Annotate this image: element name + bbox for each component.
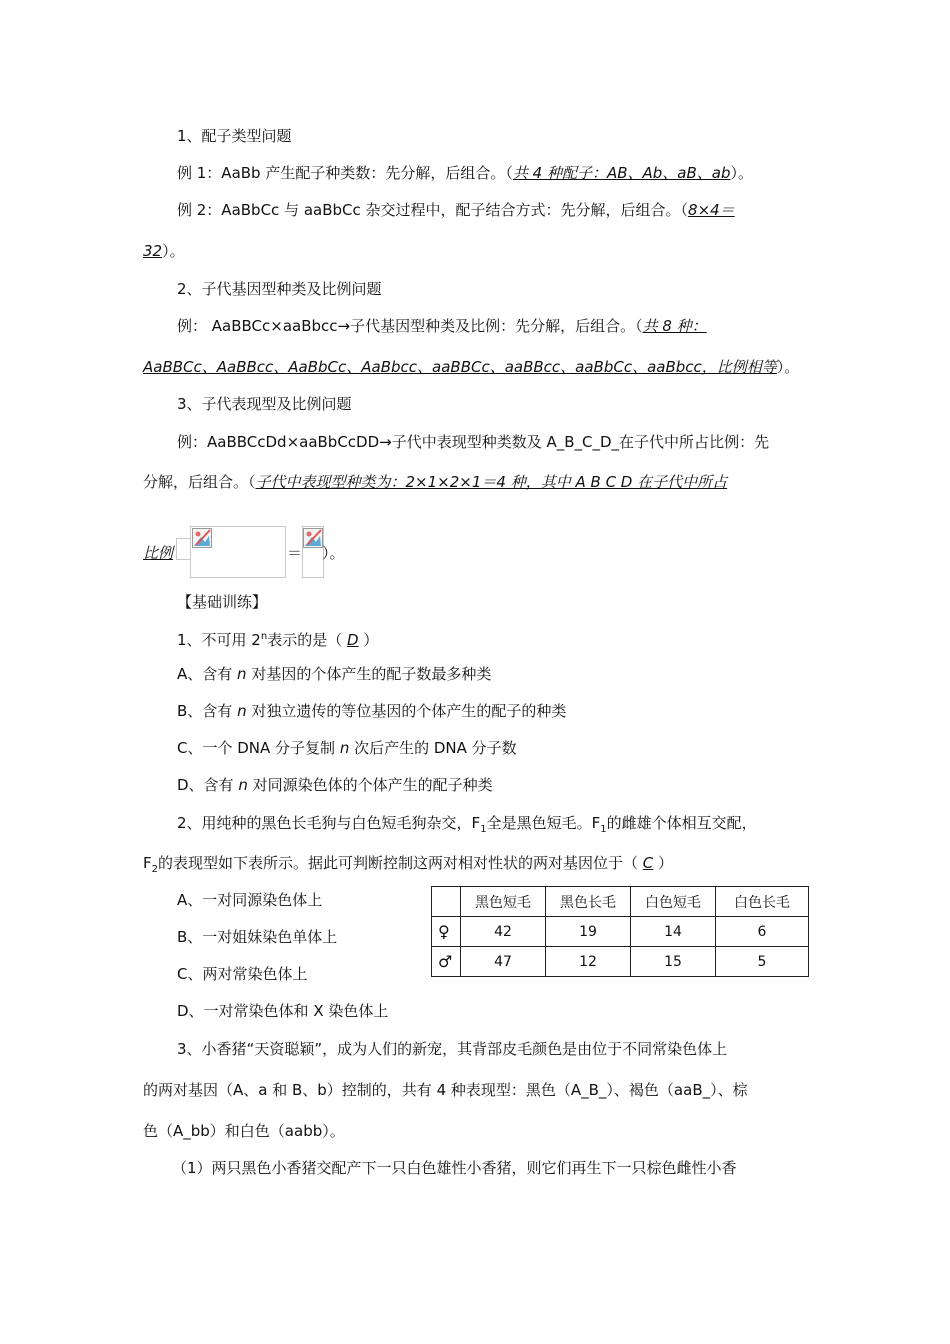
- table-cell: 6: [716, 917, 809, 947]
- section3-example-end: ）。: [322, 544, 345, 562]
- question1-answer: D: [346, 631, 359, 649]
- question3-line2: 的两对基因（A、a 和 B、b）控制的，共有 4 种表现型：黑色（A_B_）、褐色（aaB_）、棕: [143, 1081, 748, 1099]
- table-cell: 15: [631, 947, 716, 977]
- broken-image-icon: [303, 528, 323, 548]
- section3-ratio-line: 比例: [143, 544, 174, 562]
- question2-stem-line2: $F_2$的表现型如下表所示。据此可判断控制这两对相对性状的两对基因位于（ C ）: [143, 854, 674, 875]
- table-header-cell: 黑色长毛: [546, 887, 631, 917]
- example1-answer: 共 4 种配子：AB、Ab、aB、ab: [512, 164, 731, 182]
- section2-title: 2、子代基因型种类及比例问题: [177, 280, 382, 298]
- table-cell: 19: [546, 917, 631, 947]
- question3-line1: 3、小香猪“天资聪颖”，成为人们的新宠，其背部皮毛颜色是由位于不同常染色体上: [177, 1040, 728, 1058]
- question1-stem: 1、不可用 2$^n$表示的是（ D ）: [177, 631, 379, 649]
- table-cell: 47: [461, 947, 546, 977]
- question2-stem-line1: 2、用纯种的黑色长毛狗与白色短毛狗杂交，$F_1$全是黑色短毛。$F_1$的雌雄个体相互交配，: [177, 814, 757, 835]
- equals-sign: ＝: [287, 544, 303, 562]
- question1-option-b: B、含有 n 对独立遗传的等位基因的个体产生的配子的种类: [177, 702, 567, 720]
- question2-option-a: A、一对同源染色体上: [177, 891, 323, 909]
- question3-line3: 色（A_bb）和白色（aabb）。: [143, 1122, 345, 1140]
- female-symbol: ♀: [432, 917, 461, 947]
- question2-answer: C: [642, 854, 654, 872]
- section1-title: 1、配子类型问题: [177, 127, 292, 145]
- broken-image-icon: [192, 528, 212, 548]
- table-cell: 5: [716, 947, 809, 977]
- section1-example2-cont: 32）。: [143, 242, 185, 260]
- training-heading: 【基础训练】: [177, 593, 268, 611]
- example2-answer: 8×4＝: [688, 201, 735, 219]
- table-header-row: [432, 887, 809, 917]
- section1-example1: 例 1：AaBb 产生配子种类数：先分解，后组合。（共 4 种配子：AB、Ab、aB、ab）。: [177, 164, 753, 182]
- table-header-cell: 白色短毛: [631, 887, 716, 917]
- question3-sub1: （1）两只黑色小香猪交配产下一只白色雄性小香猪，则它们再生下一只棕色雌性小香: [172, 1159, 737, 1177]
- table-cell: 14: [631, 917, 716, 947]
- formula-image-2: [190, 526, 286, 578]
- male-symbol: ♂: [432, 947, 461, 977]
- question1-option-d: D、含有 n 对同源染色体的个体产生的配子种类: [177, 776, 493, 794]
- question1-option-c: C、一个 DNA 分子复制 n 次后产生的 DNA 分子数: [177, 739, 517, 757]
- formula-image-3: [302, 526, 324, 578]
- question2-option-d: D、一对常染色体和 X 染色体上: [177, 1002, 389, 1020]
- table-cell: 42: [461, 917, 546, 947]
- table-row: [432, 947, 809, 977]
- section3-example-cont: 分解，后组合。（子代中表现型种类为：2×1×2×1＝4 种，其中 A B C D 在子代中所占: [143, 473, 728, 491]
- section1-example2: 例 2：AaBbCc 与 aaBbCc 杂交过程中，配子结合方式：先分解，后组合。（8×4＝: [177, 201, 735, 219]
- section2-example: 例： AaBBCc×aaBbcc→子代基因型种类及比例：先分解，后组合。（共 8 种：: [177, 317, 707, 335]
- phenotype-table: [431, 886, 809, 977]
- section2-example-cont: AaBBCc、AaBBcc、AaBbCc、AaBbcc、aaBBCc、aaBBcc、aaBbCc、aaBbcc，比例相等）。: [143, 358, 800, 376]
- table-row: [432, 917, 809, 947]
- table-cell: 12: [546, 947, 631, 977]
- table-header-cell: 黑色短毛: [461, 887, 546, 917]
- table-header-cell: [432, 887, 461, 917]
- table-header-cell: 白色长毛: [716, 887, 809, 917]
- section3-title: 3、子代表现型及比例问题: [177, 395, 352, 413]
- section3-example: 例：AaBBCcDd×aaBbCcDD→子代中表现型种类数及 A_B_C_D_在子代中所占比例：先: [177, 433, 770, 451]
- question2-option-b: B、一对姐妹染色单体上: [177, 928, 338, 946]
- question1-option-a: A、含有 n 对基因的个体产生的配子数最多种类: [177, 665, 492, 683]
- question2-option-c: C、两对常染色体上: [177, 965, 308, 983]
